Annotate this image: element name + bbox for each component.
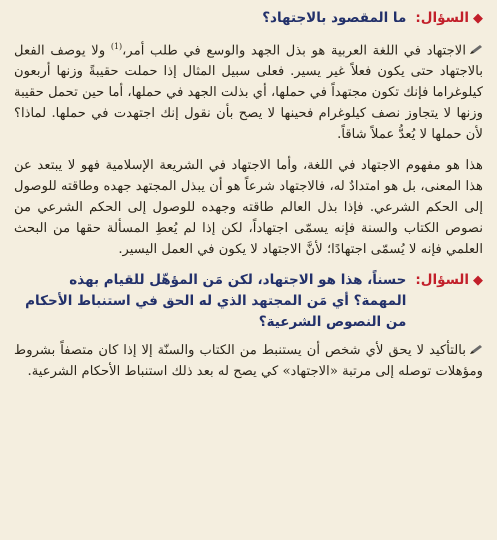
answer-1-paragraph-1 (14, 36, 483, 145)
diamond-bullet-icon: ◆ (473, 11, 483, 26)
question-label: السؤال: (415, 10, 469, 26)
question-1 (14, 8, 483, 29)
answer-1-paragraph-2: هذا هو مفهوم الاجتهاد في اللغة، وأما الاجتهاد في الشريعة الإسلامية فهو لا يبتعد عن هذا المعنى، بل هو امتدادٌ له، فالاجتهاد شرعاً هو أن يبذل المجتهد جهده وطاقته للوصول إلى الحكم الشرعي. فإذا بذل العالم طاقته وجهده للوصول إلى الحكم الشرعي من نصوص الكتاب والسنة فإنه يسمّى اجتهاداً، لكن إذا لم يُعطِ المسألة حقها من البحث العلمي فإنه لا يُسمّى اجتهادًا؛ لأنَّ الاجتهاد لا يكون في العمل اليسير. (14, 158, 483, 258)
question-text: حسناً، هذا هو الاجتهاد، لكن مَن المؤهّل للقيام بهذه المهمة؟ أي مَن المجتهد الذي له الحق في استنباط الأحكام من النصوص الشرعية؟ (25, 272, 407, 331)
pen-icon (469, 41, 483, 52)
pen-icon (469, 341, 483, 352)
question-label: السؤال: (415, 272, 469, 289)
answer-2-paragraph-1 (14, 340, 483, 382)
paragraph-text: ولا يوصف الفعل بالاجتهاد حتى يكون فعلاً غير يسير. فعلى سبيل المثال إذا حملت حقيبةً وزنها أربعون كيلوغراما فإنك تكون مجتهداً في حملها، أي بذلت الجهد في حملها، أما حين تحمل حقيبة وزنها لا يتجاوز نصف كيلوغرام فحينها لا يصح بأن نقول إنك اجتهدت في حملها. لماذا؟ لأن حملها لا يُعدُّ عملاً شاقاً. (14, 43, 483, 143)
diamond-bullet-icon: ◆ (473, 273, 483, 289)
question-text: ما المقصود بالاجتهاد؟ (262, 10, 407, 26)
question-2 (14, 270, 483, 333)
paragraph-text: بالتأكيد لا يحق لأي شخص أن يستنبط من الكتاب والسنّة إلا إذا كان متصفاً بشروط ومؤهلات توصله إلى مرتبة «الاجتهاد» كي يصح له بعد ذلك استنباط الأحكام الشرعية. (14, 343, 483, 380)
footnote-marker: (1) (110, 42, 123, 51)
paragraph-text: الاجتهاد في اللغة العربية هو بذل الجهد والوسع في طلب أمر، (122, 43, 466, 59)
